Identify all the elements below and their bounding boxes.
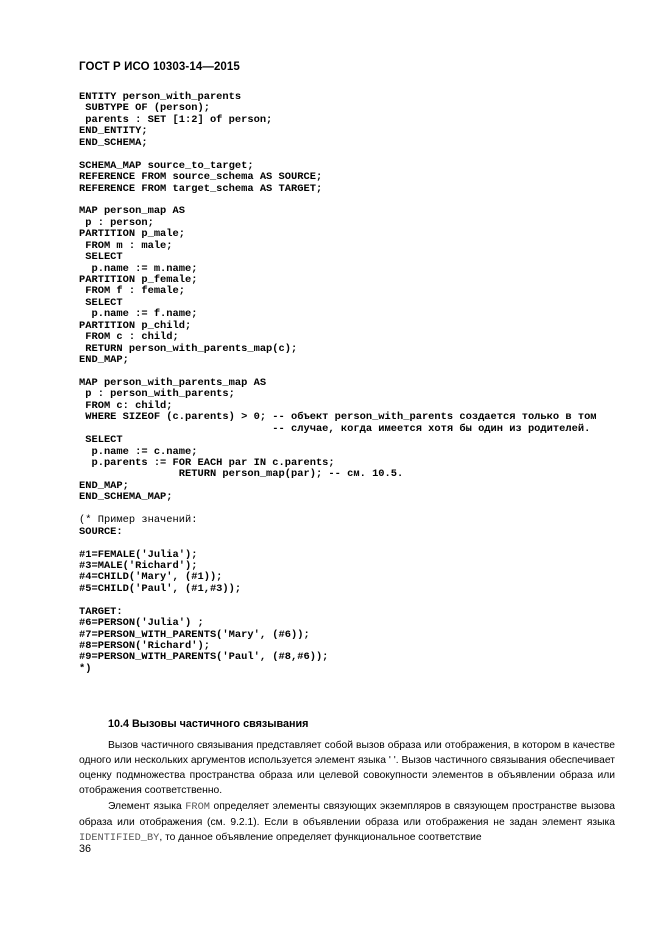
code-line: parents : SET [1:2] of person; bbox=[79, 113, 273, 126]
code-line: #5=CHILD('Paul', (#1,#3)); bbox=[79, 582, 242, 595]
code-line: ENTITY person_with_parents bbox=[79, 91, 242, 103]
code-line: p : person; bbox=[79, 216, 154, 229]
paragraph-1 bbox=[79, 738, 615, 798]
code-line: REFERENCE FROM source_schema AS SOURCE; bbox=[79, 171, 323, 184]
document-header: ГОСТ Р ИСО 10303-14—2015 bbox=[79, 61, 240, 73]
code-line: END_ENTITY; bbox=[79, 125, 148, 138]
code-line: #6=PERSON('Julia') ; bbox=[79, 617, 204, 630]
code-line: #4=CHILD('Mary', (#1)); bbox=[79, 571, 223, 584]
code-line bbox=[79, 538, 639, 549]
code-line: #8=PERSON('Richard'); bbox=[79, 640, 210, 652]
code-line: PARTITION p_male; bbox=[79, 228, 186, 241]
code-line: *) bbox=[79, 662, 92, 675]
code-line: p.parents := FOR EACH par IN c.parents; bbox=[79, 457, 335, 469]
code-line: -- случае, когда имеется хотя бы один из родителей. bbox=[79, 422, 591, 435]
code-line: PARTITION p_female; bbox=[79, 274, 198, 286]
code-line: FROM m : male; bbox=[79, 239, 173, 252]
code-line: WHERE SIZEOF (c.parents) > 0; -- объект person_with_parents создается только в том bbox=[79, 411, 597, 424]
code-line: END_MAP; bbox=[79, 479, 129, 492]
paragraph-2-text-b: определяет элементы связующих экземпляров в связующем пространстве вызова образа или отображения (см. 9.2.1). Если в объявлении образа или отображения не задан элемент языка bbox=[79, 801, 615, 828]
page-number: 36 bbox=[79, 843, 92, 855]
section-title: 10.4 Вызовы частичного связывания bbox=[108, 718, 309, 730]
code-line: FROM c: child; bbox=[79, 399, 173, 412]
code-line: SELECT bbox=[79, 296, 123, 309]
code-line: #1=FEMALE('Julia'); bbox=[79, 548, 198, 561]
code-line: SELECT bbox=[79, 434, 123, 447]
keyword-from: FROM bbox=[185, 801, 210, 813]
code-line: p : person_with_parents; bbox=[79, 388, 235, 401]
code-line: #9=PERSON_WITH_PARENTS('Paul', (#8,#6)); bbox=[79, 651, 329, 664]
code-line: SELECT bbox=[79, 251, 123, 264]
code-line: MAP person_map AS bbox=[79, 205, 186, 218]
code-line: REFERENCE FROM target_schema AS TARGET; bbox=[79, 182, 323, 195]
paragraph-2-text-c: , то данное объявление определяет функциональное соответствие bbox=[159, 832, 482, 843]
paragraph-2-text-a: Элемент языка bbox=[108, 801, 186, 812]
code-line: FROM f : female; bbox=[79, 285, 186, 298]
code-listing bbox=[79, 92, 639, 675]
code-line: p.name := m.name; bbox=[79, 262, 198, 275]
code-line: #3=MALE('Richard'); bbox=[79, 559, 198, 572]
code-line: END_SCHEMA; bbox=[79, 136, 148, 149]
code-line: RETURN person_map(par); -- см. 10.5. bbox=[79, 468, 404, 481]
keyword-identified-by: IDENTIFIED_BY bbox=[79, 832, 160, 844]
code-line: END_MAP; bbox=[79, 354, 129, 367]
code-line: SCHEMA_MAP source_to_target; bbox=[79, 159, 254, 172]
paragraph-1-text: Вызов частичного связывания представляет собой вызов образа или отображения, в котором в качестве одного или нескольких аргументов используется элемент языка ' '. Вызов частичного связывания обеспечивает оценку подмножества пространства образа или целевой совокупности элементов в объявлении образа или отображения соответственно. bbox=[79, 740, 615, 796]
code-line: RETURN person_with_parents_map(c); bbox=[79, 342, 298, 355]
code-line: SUBTYPE OF (person); bbox=[79, 102, 210, 115]
code-line: p.name := c.name; bbox=[79, 445, 198, 458]
code-line: END_SCHEMA_MAP; bbox=[79, 491, 173, 504]
code-line: p.name := f.name; bbox=[79, 308, 198, 321]
code-line: #7=PERSON_WITH_PARENTS('Mary', (#6)); bbox=[79, 628, 310, 641]
code-line bbox=[79, 595, 639, 606]
code-line bbox=[79, 149, 639, 160]
code-line: SOURCE: bbox=[79, 525, 123, 538]
code-line: MAP person_with_parents_map AS bbox=[79, 376, 267, 389]
code-line: TARGET: bbox=[79, 605, 123, 618]
code-line: PARTITION p_child; bbox=[79, 319, 192, 332]
paragraph-2 bbox=[79, 799, 615, 846]
code-line: (* Пример значений: bbox=[79, 514, 198, 527]
code-line: FROM c : child; bbox=[79, 331, 179, 344]
